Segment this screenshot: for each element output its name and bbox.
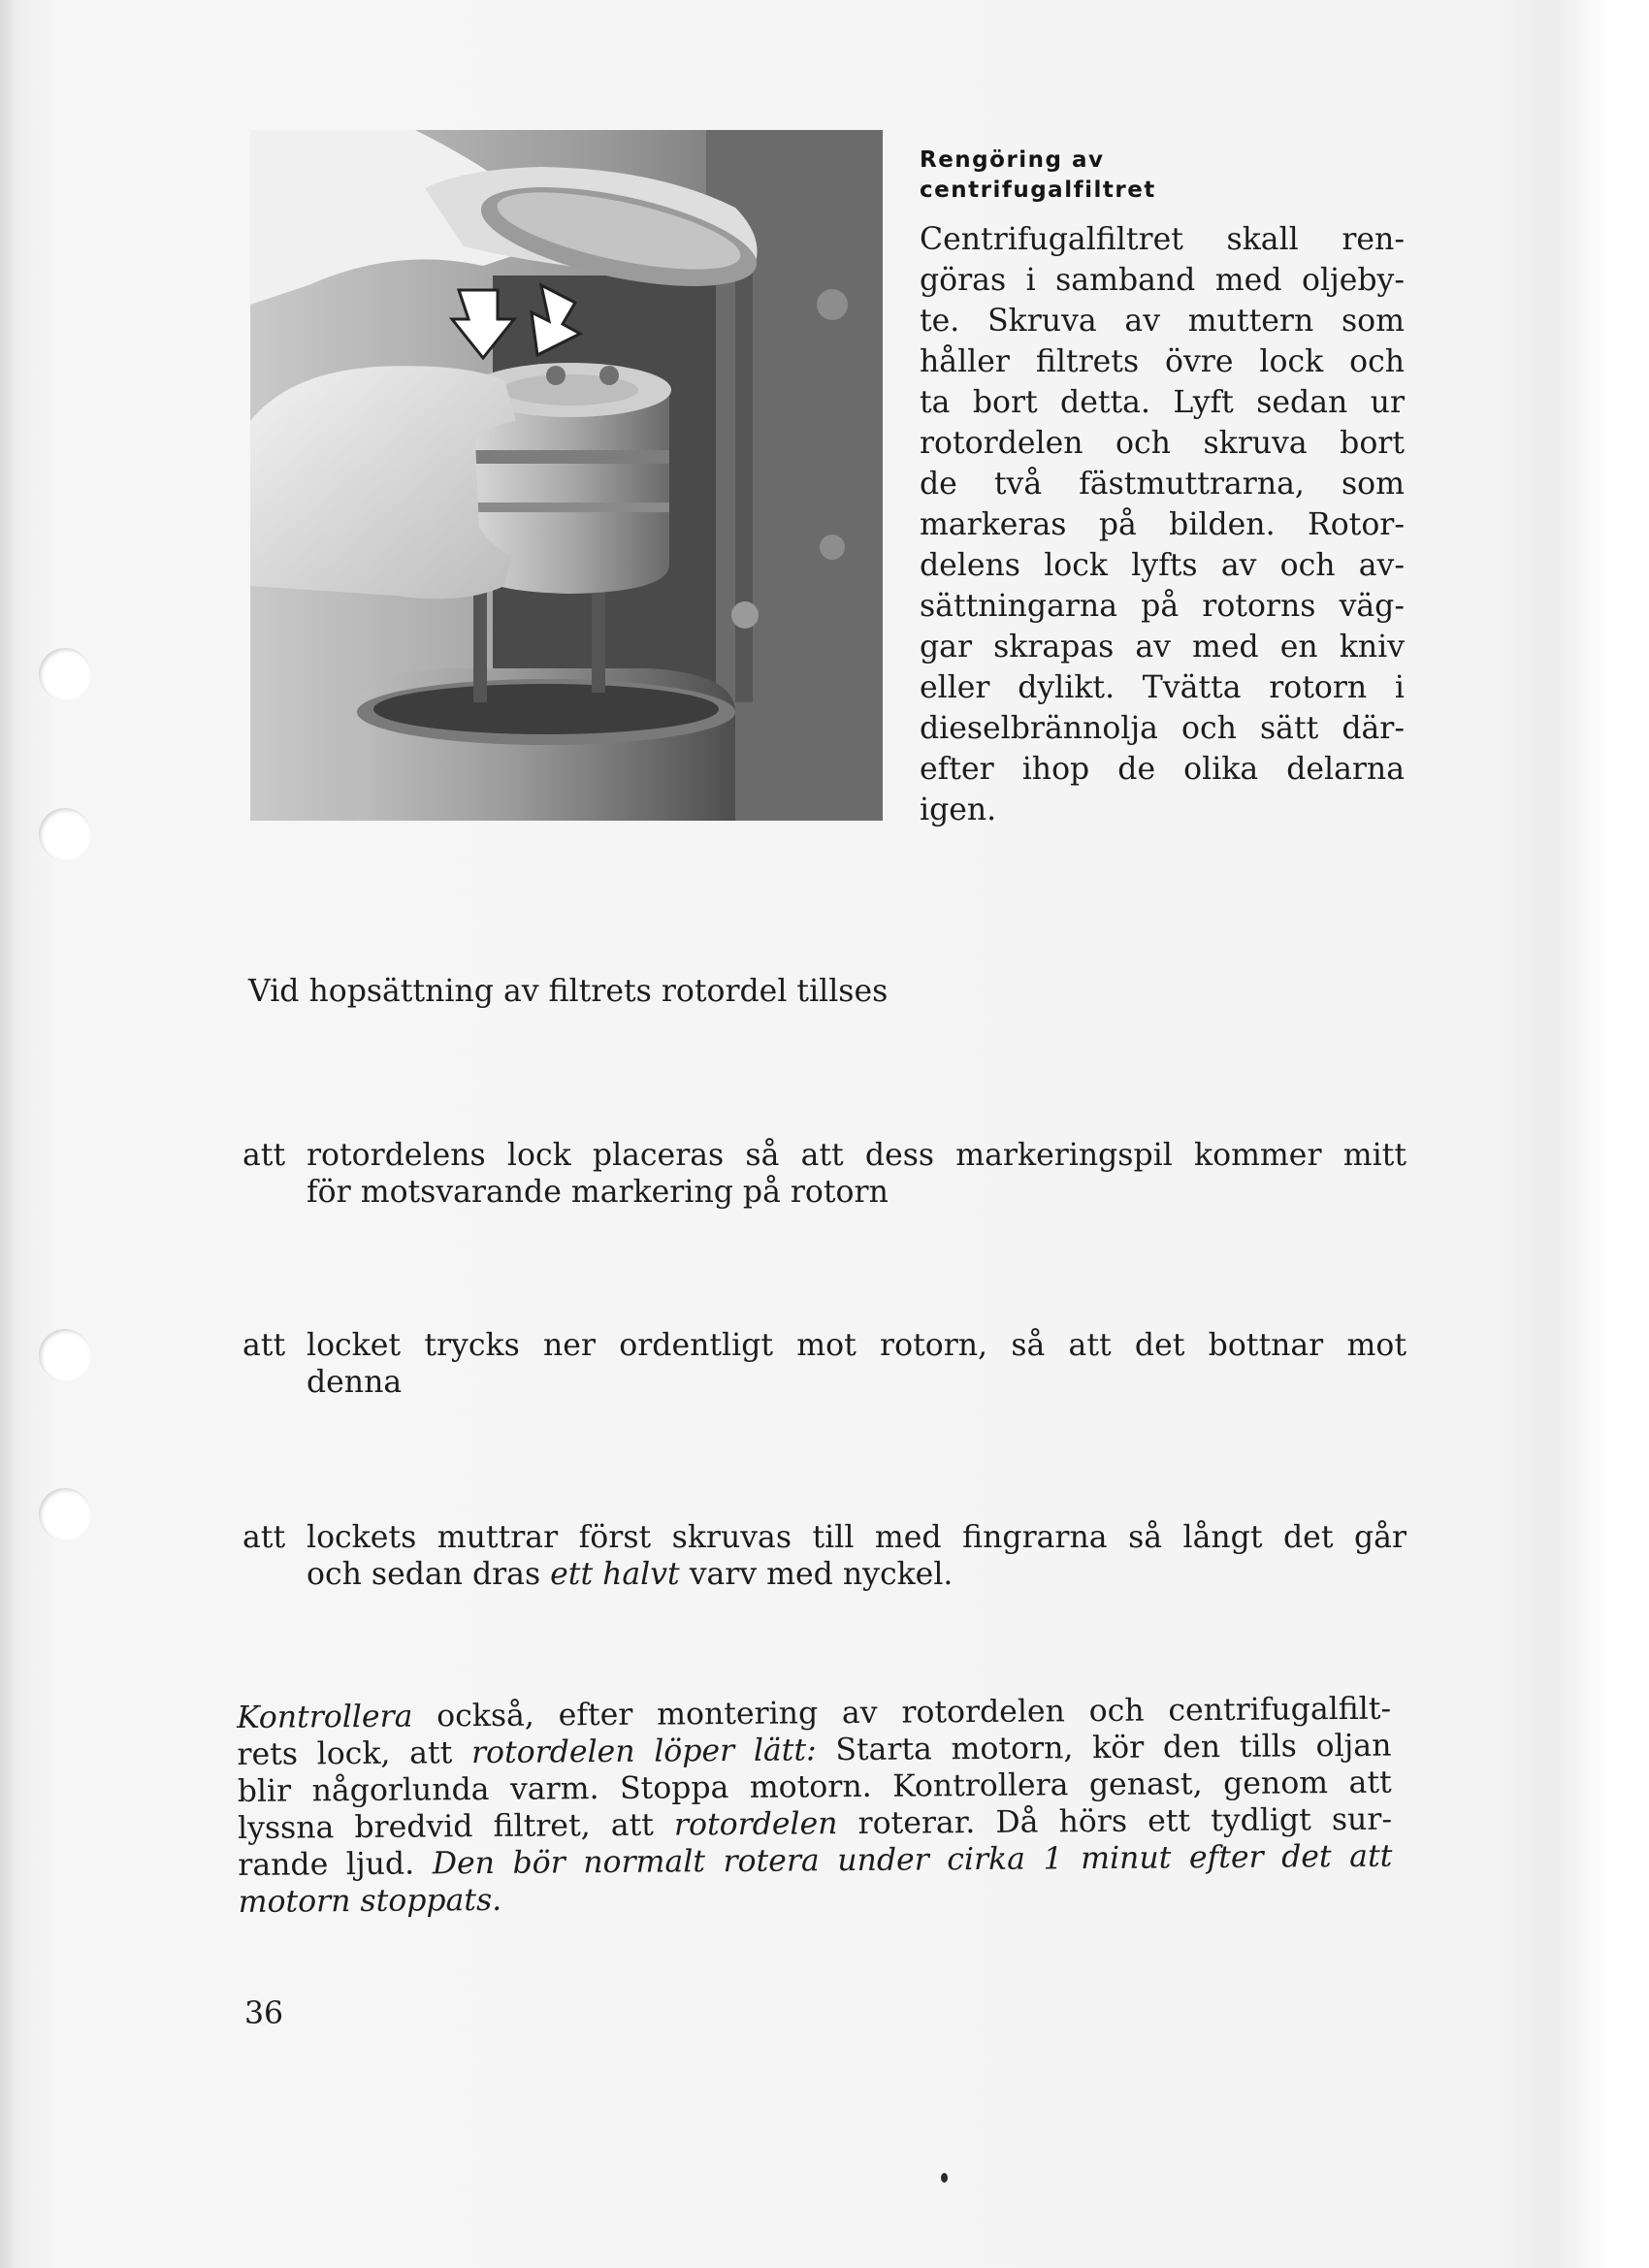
list-item-line	[242, 1556, 1406, 1593]
body-line: markeras på bilden. Rotor-	[920, 507, 1405, 542]
punch-hole	[39, 808, 91, 860]
note-line	[238, 1875, 1392, 1921]
body-line: ta bort detta. Lyft sedan ur	[920, 385, 1405, 420]
body-line: sättningarna på rotorns väg-	[920, 589, 1405, 624]
body-line: efter ihop de olika delarna	[920, 752, 1405, 787]
body-line: de två fästmuttrarna, som	[920, 467, 1405, 502]
section-heading	[920, 146, 1405, 206]
text-run: roterar. Då hörs ett tydligt sur-	[837, 1801, 1393, 1842]
body-line: te. Skruva av muttern som	[920, 304, 1405, 339]
list-marker: att	[242, 1328, 286, 1363]
punch-hole	[39, 1488, 91, 1540]
filter-photo	[250, 130, 883, 821]
body-line: Centrifugalfiltret skall ren-	[920, 222, 1405, 257]
ink-speck	[941, 2173, 948, 2183]
list-item	[242, 1327, 1406, 1401]
list-item	[242, 1519, 1406, 1593]
body-line: håller filtrets övre lock och	[920, 344, 1405, 379]
body-line: göras i samband med oljeby-	[920, 263, 1405, 298]
body-line: igen.	[920, 793, 997, 827]
text-run: och sedan dras	[307, 1557, 551, 1592]
section-body	[920, 219, 1405, 830]
page-number: 36	[244, 1996, 284, 2031]
heading-line: centrifugalfiltret	[920, 178, 1156, 203]
emphasis: Den bör normalt rotera under cirka 1 minut efter det att	[432, 1838, 1393, 1882]
list-item-line: locket trycks ner ordentligt mot rotorn, så att det bottnar mot	[307, 1328, 1406, 1363]
intro-text: Vid hopsättning av filtrets rotordel tillses	[248, 974, 889, 1009]
emphasis: Kontrollera	[237, 1699, 413, 1735]
text-run: också, efter montering av rotordelen och centrifugalfilt-	[412, 1691, 1392, 1734]
body-line: eller dylikt. Tvätta rotorn i	[920, 670, 1405, 705]
check-note	[237, 1691, 1393, 1921]
emphasis: rotordelen löper lätt:	[470, 1733, 817, 1771]
body-line: dieselbrännolja och sätt där-	[920, 711, 1405, 746]
text-run: lyssna bredvid filtret, att	[237, 1807, 675, 1846]
list-item-line: denna	[307, 1365, 403, 1400]
emphasis: ett halvt	[550, 1557, 680, 1592]
emphasis: rotordelen	[673, 1806, 838, 1843]
body-line: rotordelen och skruva bort	[920, 426, 1405, 461]
emphasis: motorn stoppats.	[238, 1882, 502, 1920]
punch-hole	[39, 1329, 91, 1381]
list-item	[242, 1137, 1406, 1211]
heading-line: Rengöring av	[920, 147, 1105, 173]
text-run: rets lock, att	[237, 1735, 472, 1772]
text-run: rande ljud.	[238, 1846, 433, 1883]
punch-hole	[39, 648, 91, 700]
list-marker: att	[242, 1138, 286, 1173]
list-item-line: rotordelens lock placeras så att dess markeringspil kommer mitt	[307, 1138, 1406, 1173]
list-item-line: lockets muttrar först skruvas till med fingrarna så långt det går	[307, 1520, 1406, 1555]
note-line: blir någorlunda varm. Stoppa motorn. Kontrollera genast, genom att	[237, 1765, 1392, 1809]
list-marker: att	[242, 1520, 286, 1555]
filter-photo-illustration	[250, 130, 883, 821]
body-line: delens lock lyfts av och av-	[920, 548, 1405, 583]
text-run: Starta motorn, kör den tills oljan	[816, 1728, 1392, 1768]
list-item-line: för motsvarande markering på rotorn	[307, 1175, 889, 1210]
text-run: varv med nyckel.	[679, 1557, 954, 1592]
body-line: gar skrapas av med en kniv	[920, 630, 1405, 664]
